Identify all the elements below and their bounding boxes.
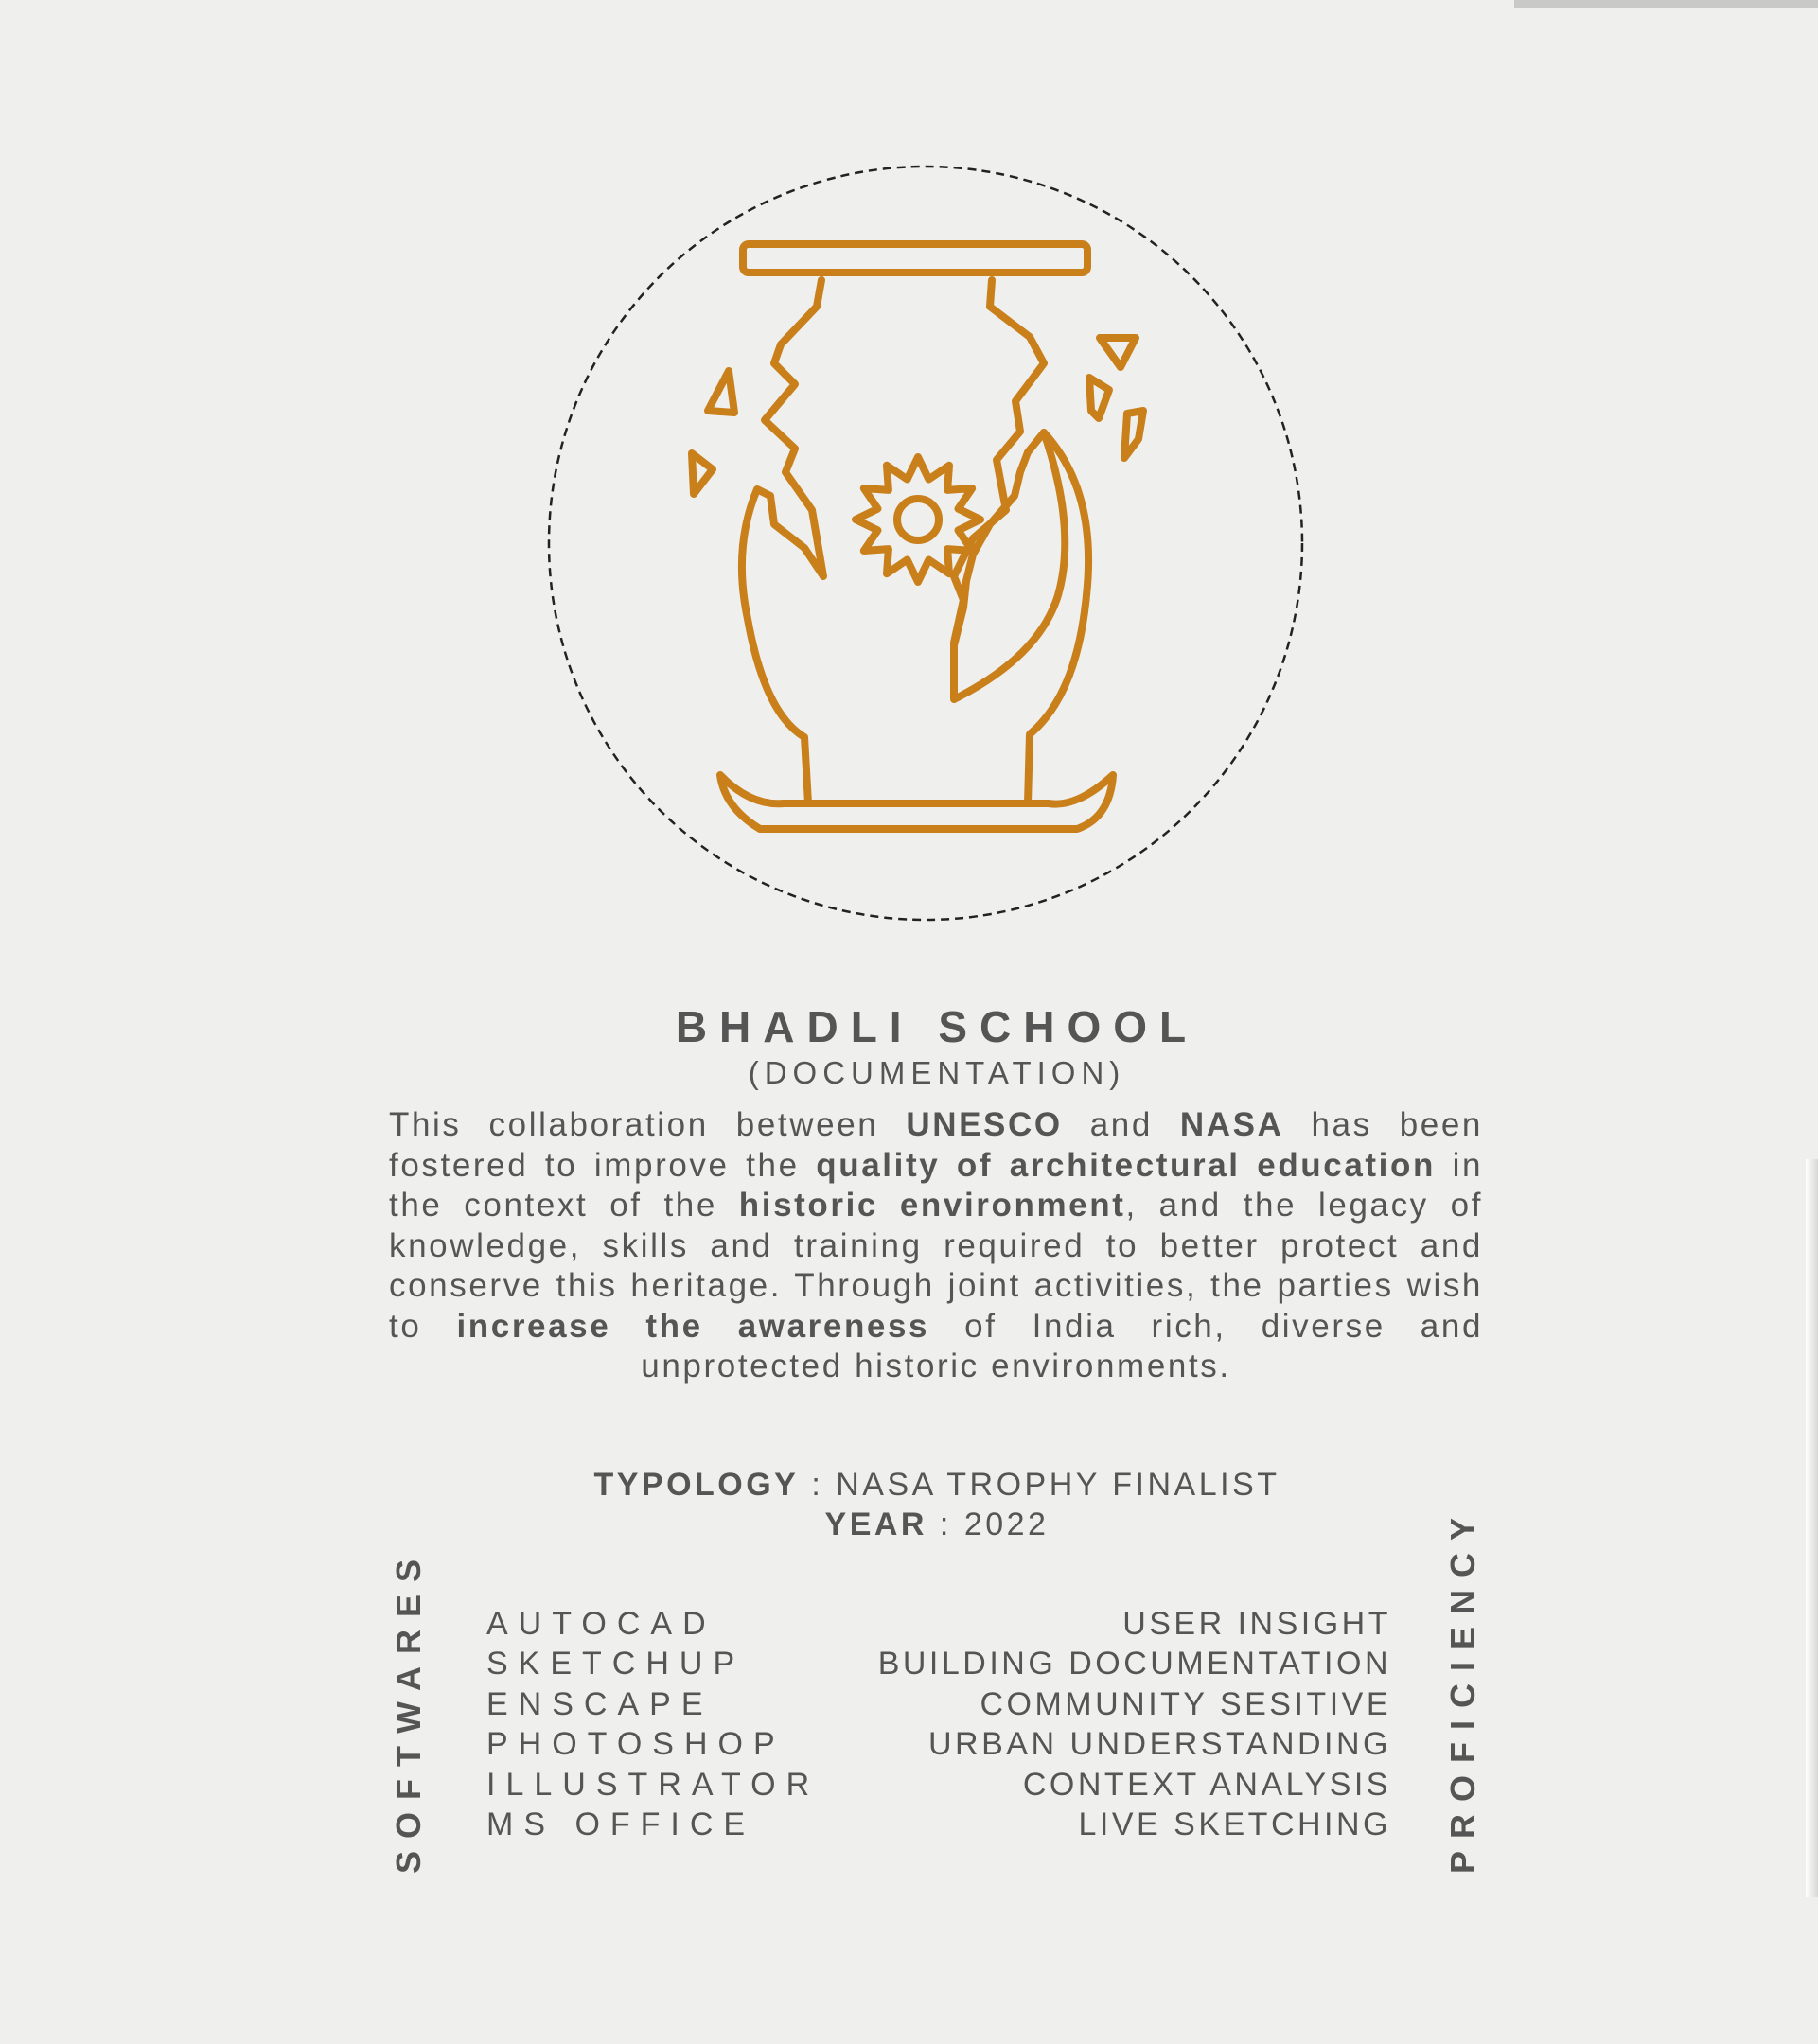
description-text: and [1062,1106,1180,1143]
paper-edge-top [1514,0,1818,8]
project-subtitle: (DOCUMENTATION) [748,1055,1126,1090]
software-item: MS OFFICE [486,1806,756,1842]
proficiency-heading: PROFICIENCY [1443,1505,1482,1874]
project-description [389,1105,1483,1387]
description-emphasis: increase the awareness [456,1307,930,1345]
description-emphasis: NASA [1179,1106,1284,1143]
project-emblem [547,165,1304,922]
proficiency-item: URBAN UNDERSTANDING [927,1726,1391,1763]
software-item: ENSCAPE [486,1685,714,1722]
software-item: SKETCHUP [486,1646,746,1683]
description-text: of India rich, diverse and unprotected historic environments. [641,1307,1484,1384]
description-emphasis: quality of architectural education [816,1146,1436,1184]
software-item: ILLUSTRATOR [486,1766,821,1803]
software-item: PHOTOSHOP [486,1726,785,1763]
proficiency-item: BUILDING DOCUMENTATION [877,1646,1391,1683]
software-item: AUTOCAD [486,1606,716,1642]
typology-value: NASA TROPHY FINALIST [836,1467,1280,1503]
typology-line [0,1467,1818,1504]
proficiency-item: USER INSIGHT [1122,1606,1391,1642]
typology-label: TYPOLOGY [593,1467,800,1503]
description-text: , and the legacy of knowledge, skills and training required to better protect and conserve this heritage. Through joint activities, the parties wish to [389,1187,1484,1345]
description-text: This collaboration between [389,1106,907,1143]
software-list [486,1604,820,1844]
softwares-heading: SOFTWARES [389,1546,428,1874]
year-separator: : [927,1507,964,1542]
proficiency-item: LIVE SKETCHING [1078,1806,1391,1842]
description-emphasis: historic environment [738,1187,1126,1224]
description-text: in the context of the [389,1146,1484,1224]
description-text: has been fostered to improve the [389,1106,1483,1184]
year-label: YEAR [824,1507,927,1542]
year-line [0,1507,1818,1543]
proficiency-item: CONTEXT ANALYSIS [1022,1766,1391,1803]
proficiency-item: COMMUNITY SESITIVE [980,1685,1391,1722]
description-emphasis: UNESCO [906,1106,1063,1143]
proficiency-list [823,1604,1391,1844]
typology-separator: : [799,1467,837,1503]
year-value: 2022 [963,1507,1050,1542]
project-title: BHADLI SCHOOL [675,1002,1199,1051]
